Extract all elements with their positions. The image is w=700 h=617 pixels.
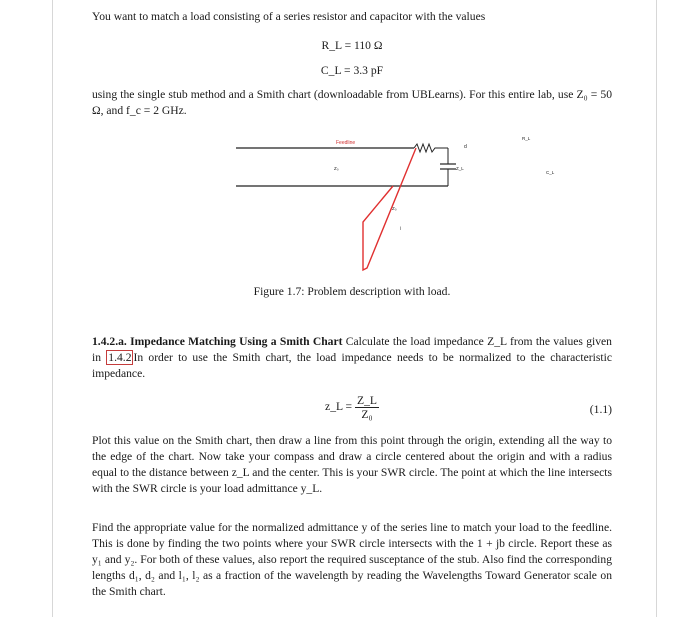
z0-stub-label: Z₀ (392, 206, 397, 211)
plot-instructions-paragraph: Plot this value on the Smith chart, then draw a line from this point through the origin, extending all the way to the edge of the chart. Now take your compass and draw a circle centered about the origin and with a radius equal to the distance between z_L and the center. This is your SWR circle. The point at which the line intersects with the SWR circle is your load admittance y_L. (92, 434, 612, 495)
resistor-symbol (414, 144, 448, 152)
feedline-label: Feedline (336, 140, 356, 146)
page-edge-left (52, 0, 53, 617)
equation-cl: C_L = 3.3 pF (320, 64, 384, 77)
equation-1-1 (92, 394, 612, 428)
section-reference-link[interactable]: 1.4.2 (108, 351, 132, 364)
section-heading: 1.4.2.a. Impedance Matching Using a Smith Chart (92, 335, 343, 348)
parameters-paragraph: using the single stub method and a Smith chart (downloadable from UBLearns). For this entire lab, use Z₀ = 50 Ω, and f_c = 2 GHz. (92, 88, 612, 117)
figure-caption: Figure 1.7: Problem description with load. (253, 285, 451, 298)
rl-label: R_L (522, 136, 531, 141)
section-text-before-ref: Calculate the load impedance Z_L from the values given in (92, 335, 612, 364)
intro-paragraph: You want to match a load consisting of a series resistor and capacitor with the values (92, 10, 486, 23)
zl-label: Z_L (456, 166, 464, 171)
admittance-instructions-paragraph: Find the appropriate value for the normalized admittance y of the series line to match your load to the feedline. This is done by finding the two points where your SWR circle intersects with the 1 + jb circle. Report these as y₁ and y₂. For both of these values, also report the required susceptance of the stub. Also find the corresponding lengths d₁, d₂ and l₁, l₂ as a fraction of the wavelength by reading the Wavelengths Toward Generator scale on the Smith chart. (92, 521, 612, 598)
equation-denominator: Z₀ (361, 408, 373, 421)
section-paragraph (92, 334, 612, 382)
circuit-figure (236, 134, 566, 279)
equation-rl: R_L = 110 Ω (321, 39, 383, 52)
equation-fraction (355, 394, 379, 421)
stub-line (363, 148, 416, 270)
cl-label: C_L (546, 170, 555, 175)
l-label: l (400, 226, 401, 231)
equation-number: (1.1) (589, 403, 612, 416)
page-edge-right (656, 0, 657, 617)
z0-left-label: Z₀ (334, 166, 339, 171)
equation-lhs: z_L = (325, 400, 353, 414)
d-label: d (464, 144, 467, 150)
section-text-after-ref: In order to use the Smith chart, the load impedance needs to be normalized to the characteristic impedance. (92, 351, 612, 380)
equation-numerator: Z_L (356, 394, 377, 407)
